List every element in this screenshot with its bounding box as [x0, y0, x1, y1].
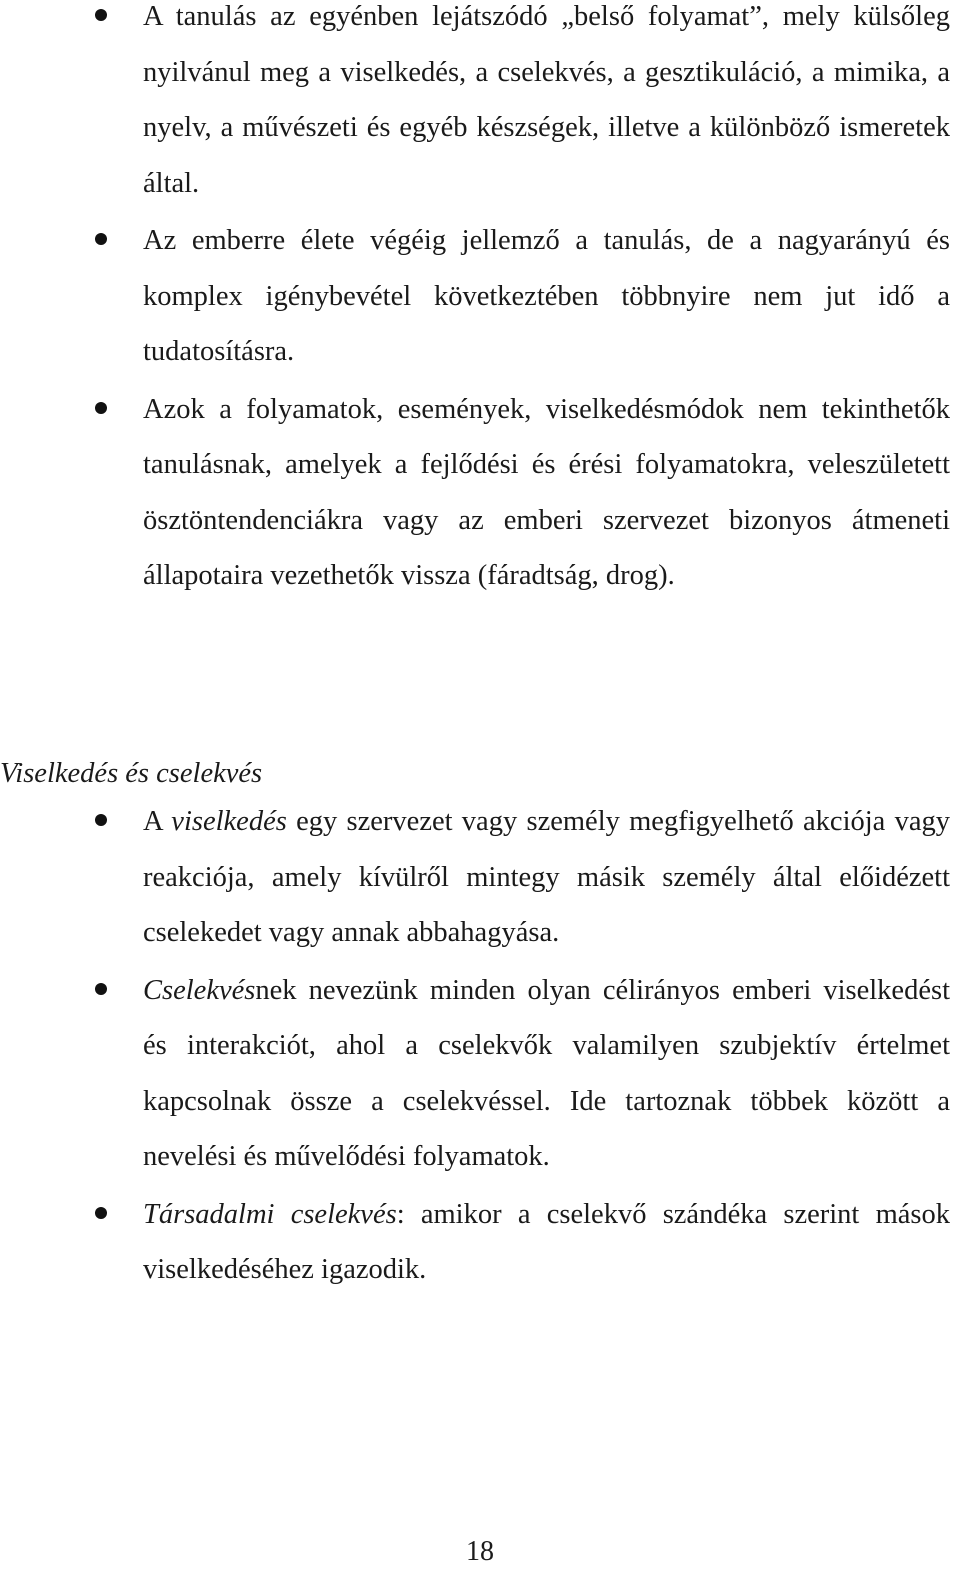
list-item: [0, 963, 960, 1185]
list-item: [0, 794, 960, 961]
list-item: [0, 213, 960, 380]
bullet-list-behavior: [0, 794, 960, 1298]
bullet-icon: [95, 402, 107, 414]
list-item-text: : amikor a cselekvő szándéka szerint mások viselkedéséhez igazodik.: [143, 1198, 950, 1285]
list-item-text: A tanulás az egyénben lejátszódó „belső folyamat”, mely külsőleg nyilvánul meg a viselkedés, a cselekvés, a gesztikuláció, a mimika, a nyelv, a művészeti és egyéb készségek, illetve a különböző ismeretek által.: [143, 1, 950, 199]
list-item-term: Cselekvés: [143, 974, 256, 1006]
section-heading: Viselkedés és cselekvés: [0, 758, 263, 789]
list-item-lead: A: [143, 806, 172, 837]
list-item-term: viselkedés: [171, 806, 287, 837]
list-item: [0, 1187, 960, 1298]
list-item-text: Az emberre élete végéig jellemző a tanulás, de a nagyarányú és komplex igénybevétel következtében többnyire nem jut idő a tudatosításra.: [143, 225, 950, 367]
page-number: 18: [466, 1536, 494, 1567]
list-item-text: Azok a folyamatok, események, viselkedésmódok nem tekinthetők tanulásnak, amelyek a fejlődési és érési folyamatokra, veleszületett ösztöntendenciákra vagy az emberi szervezet bizonyos átmeneti állapotaira vezethetők vissza (fáradtság, drog).: [143, 393, 950, 591]
bullet-icon: [95, 1207, 107, 1219]
list-item: [0, 382, 960, 604]
list-item-term: Társadalmi cselekvés: [143, 1198, 397, 1230]
list-item-text: egy szervezet vagy személy megfigyelhető akciója vagy reakciója, amely kívülről mintegy másik személy által előidézett cselekedet vagy annak abbahagyása.: [143, 806, 950, 948]
bullet-icon: [95, 9, 107, 21]
bullet-icon: [95, 814, 107, 826]
bullet-icon: [95, 983, 107, 995]
bullet-list-learning: [0, 0, 960, 604]
bullet-icon: [95, 233, 107, 245]
list-item: [0, 0, 960, 211]
list-item-text: nek nevezünk minden olyan célirányos emberi viselkedést és interakciót, ahol a cselekvők valamilyen szubjektív értelmet kapcsolnak össze a cselekvéssel. Ide tartoznak többek között a nevelési és művelődési folyamatok.: [143, 974, 950, 1172]
